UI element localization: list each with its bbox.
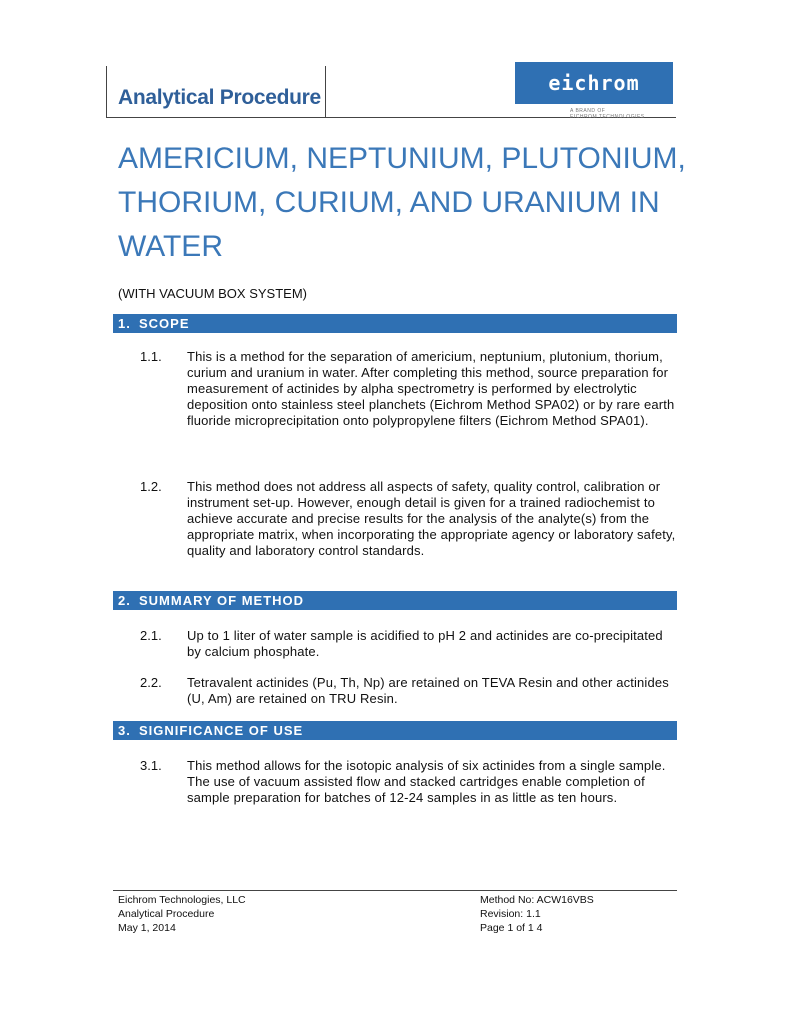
logo-subtext-line2: EICHROM TECHNOLOGIES bbox=[570, 114, 645, 120]
header-left-rule bbox=[106, 66, 107, 118]
section-title: SUMMARY OF METHOD bbox=[139, 593, 305, 608]
footer-page: Page 1 of 1 4 bbox=[480, 922, 543, 934]
item-text: Up to 1 liter of water sample is acidified to pH 2 and actinides are co-precipitated by calcium phosphate. bbox=[187, 628, 663, 659]
footer-method-no: Method No: ACW16VBS bbox=[480, 894, 594, 906]
section-2-header bbox=[113, 591, 677, 610]
eichrom-logo bbox=[515, 62, 673, 104]
item-text: This method allows for the isotopic analysis of six actinides from a single sample. The use of vacuum assisted flow and stacked cartridges enable completion of sample preparation for batches of 12-24 samples in as little as ten hours. bbox=[187, 758, 666, 805]
item-number: 2.2. bbox=[140, 675, 162, 690]
item-number: 3.1. bbox=[140, 758, 162, 773]
section-number: 3. bbox=[118, 723, 131, 738]
document-subtitle: (WITH VACUUM BOX SYSTEM) bbox=[118, 286, 307, 301]
section-1-header bbox=[113, 314, 677, 333]
section-number: 2. bbox=[118, 593, 131, 608]
footer-doc-type: Analytical Procedure bbox=[118, 908, 215, 920]
section-title: SCOPE bbox=[139, 316, 190, 331]
item-text: This is a method for the separation of americium, neptunium, plutonium, thorium, curium and uranium in water. After completing this method, source preparation for measurement of actinides by alpha spectrometry is performed by electrolytic deposition onto stainless steel planchets (Eichrom Method SPA02) or by rare earth fluoride microprecipitation onto polypropylene filters (Eichrom Method SPA01). bbox=[187, 349, 675, 428]
section-3-header bbox=[113, 721, 677, 740]
header-middle-rule bbox=[325, 66, 326, 118]
header-title: Analytical Procedure bbox=[118, 86, 321, 109]
logo-subtext bbox=[570, 108, 645, 120]
section-title: SIGNIFICANCE OF USE bbox=[139, 723, 304, 738]
logo-subtext-line1: A BRAND OF bbox=[570, 108, 606, 114]
document-title: AMERICIUM, NEPTUNIUM, PLUTONIUM, THORIUM, CURIUM, AND URANIUM IN WATER bbox=[118, 142, 686, 263]
item-number: 1.1. bbox=[140, 349, 162, 364]
footer-rule bbox=[113, 890, 677, 891]
item-number: 2.1. bbox=[140, 628, 162, 643]
footer-date: May 1, 2014 bbox=[118, 922, 176, 934]
section-number: 1. bbox=[118, 316, 131, 331]
footer-company: Eichrom Technologies, LLC bbox=[118, 894, 246, 906]
item-text: This method does not address all aspects of safety, quality control, calibration or instrument set-up. However, enough detail is given for a trained radiochemist to achieve accurate and precise results for the analysis of the analyte(s) from the appropriate matrix, when incorporating the appropriate agency or laboratory safety, quality and laboratory control standards. bbox=[187, 479, 676, 558]
footer-right bbox=[480, 893, 594, 935]
footer-left bbox=[118, 893, 246, 935]
item-number: 1.2. bbox=[140, 479, 162, 494]
footer-revision: Revision: 1.1 bbox=[480, 908, 541, 920]
item-text: Tetravalent actinides (Pu, Th, Np) are retained on TEVA Resin and other actinides (U, Am) are retained on TRU Resin. bbox=[187, 675, 669, 706]
logo-text: eichrom bbox=[548, 71, 640, 95]
